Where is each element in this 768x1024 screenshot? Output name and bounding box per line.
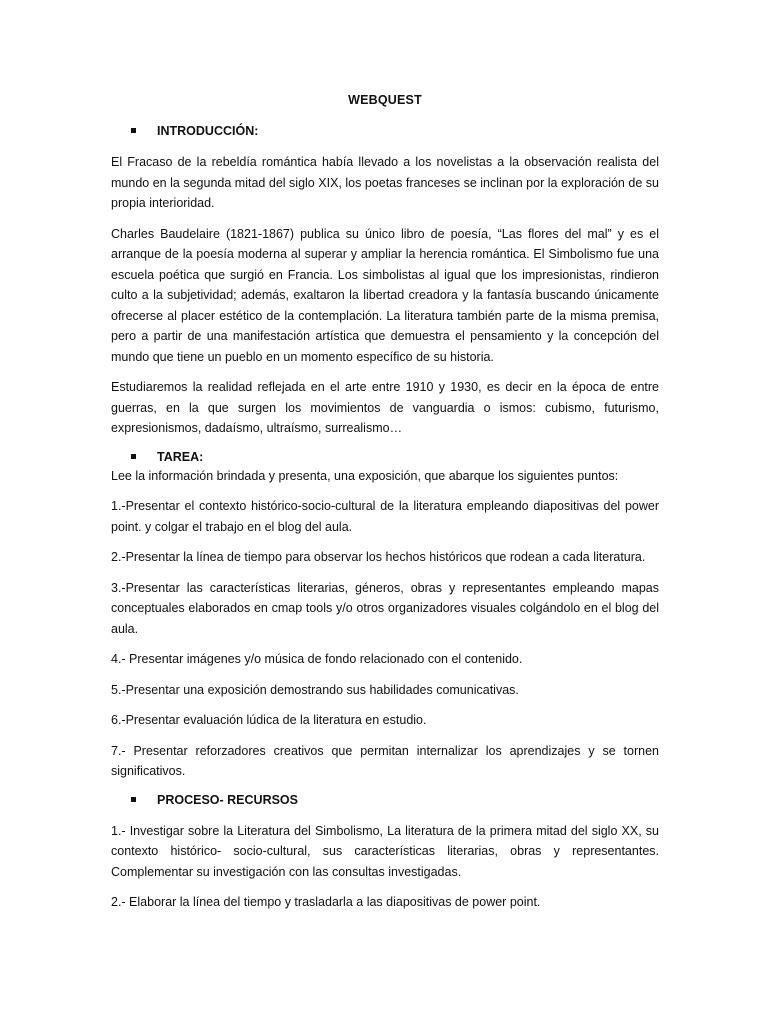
- heading-text: TAREA:: [157, 449, 204, 464]
- tarea-item-7: 7.- Presentar reforzadores creativos que permitan internalizar los aprendizajes y se tornen significativos.: [111, 743, 659, 778]
- tarea-lead: Lee la información brindada y presenta, una exposición, que abarque los siguientes puntos:: [111, 468, 619, 483]
- square-bullet-icon: [131, 128, 136, 133]
- tarea-item-6: 6.-Presentar evaluación lúdica de la literatura en estudio.: [111, 713, 427, 727]
- tarea-item-1: 1.-Presentar el contexto histórico-socio-cultural de la literatura empleando diapositivas del power point. y colgar el trabajo en el blog del aula.: [111, 499, 659, 534]
- document-title: WEBQUEST: [348, 93, 422, 107]
- section-heading-tarea: [111, 449, 659, 466]
- proceso-item-2: 2.- Elaborar la línea del tiempo y trasladarla a las diapositivas de power point.: [111, 895, 541, 909]
- tarea-item-5: 5.-Presentar una exposición demostrando sus habilidades comunicativas.: [111, 682, 519, 697]
- tarea-item-4: 4.- Presentar imágenes y/o música de fondo relacionado con el contenido.: [111, 652, 523, 666]
- intro-paragraph-1: El Fracaso de la rebeldía romántica había llevado a los novelistas a la observación realista del mundo en la segunda mitad del siglo XIX, los poetas franceses se inclinan por la exploración de su propia interioridad.: [111, 155, 659, 210]
- intro-paragraph-2: Charles Baudelaire (1821-1867) publica su único libro de poesía, “Las flores del mal” y es el arranque de la poesía moderna al superar y ampliar la herencia romántica. El Simbolismo fue una escuela poética que surgió en Francia. Los simbolistas al igual que los impresionistas, rindieron culto a la subjetividad; además, exaltaron la libertad creadora y la fantasía buscando únicamente ofrecerse al placer estético de la contemplación. La literatura también parte de la misma premisa, pero a partir de una manifestación artística que demuestra el pensamiento y la concepción del mundo que tiene un pueblo en un momento específico de su historia.: [111, 226, 659, 364]
- square-bullet-icon: [131, 454, 136, 459]
- document-body: [111, 92, 659, 923]
- heading-text: PROCESO- RECURSOS: [157, 792, 298, 807]
- section-heading-proceso-recursos: [111, 792, 659, 809]
- tarea-item-3: 3.-Presentar las características literarias, géneros, obras y representantes empleando mapas conceptuales elaborados en cmap tools y/o otros organizadores visuales colgándolo en el blog del aula.: [111, 580, 659, 636]
- proceso-item-1: 1.- Investigar sobre la Literatura del Simbolismo, La literatura de la primera mitad del siglo XX, su contexto histórico- socio-cultural, sus características literarias, obras y representantes. Complementar su investigación con las consultas investigadas.: [111, 823, 659, 879]
- tarea-item-2: 2.-Presentar la línea de tiempo para observar los hechos históricos que rodean a cada literatura.: [111, 550, 646, 564]
- intro-paragraph-3: Estudiaremos la realidad reflejada en el arte entre 1910 y 1930, es decir en la época de entre guerras, en la que surgen los movimientos de vanguardia o ismos: cubismo, futurismo, expresionismos, dadaísmo, ultraísmo, surrealismo…: [111, 380, 659, 435]
- square-bullet-icon: [131, 797, 136, 802]
- section-heading-introduccion: [111, 123, 659, 140]
- heading-text: INTRODUCCIÓN:: [157, 124, 259, 138]
